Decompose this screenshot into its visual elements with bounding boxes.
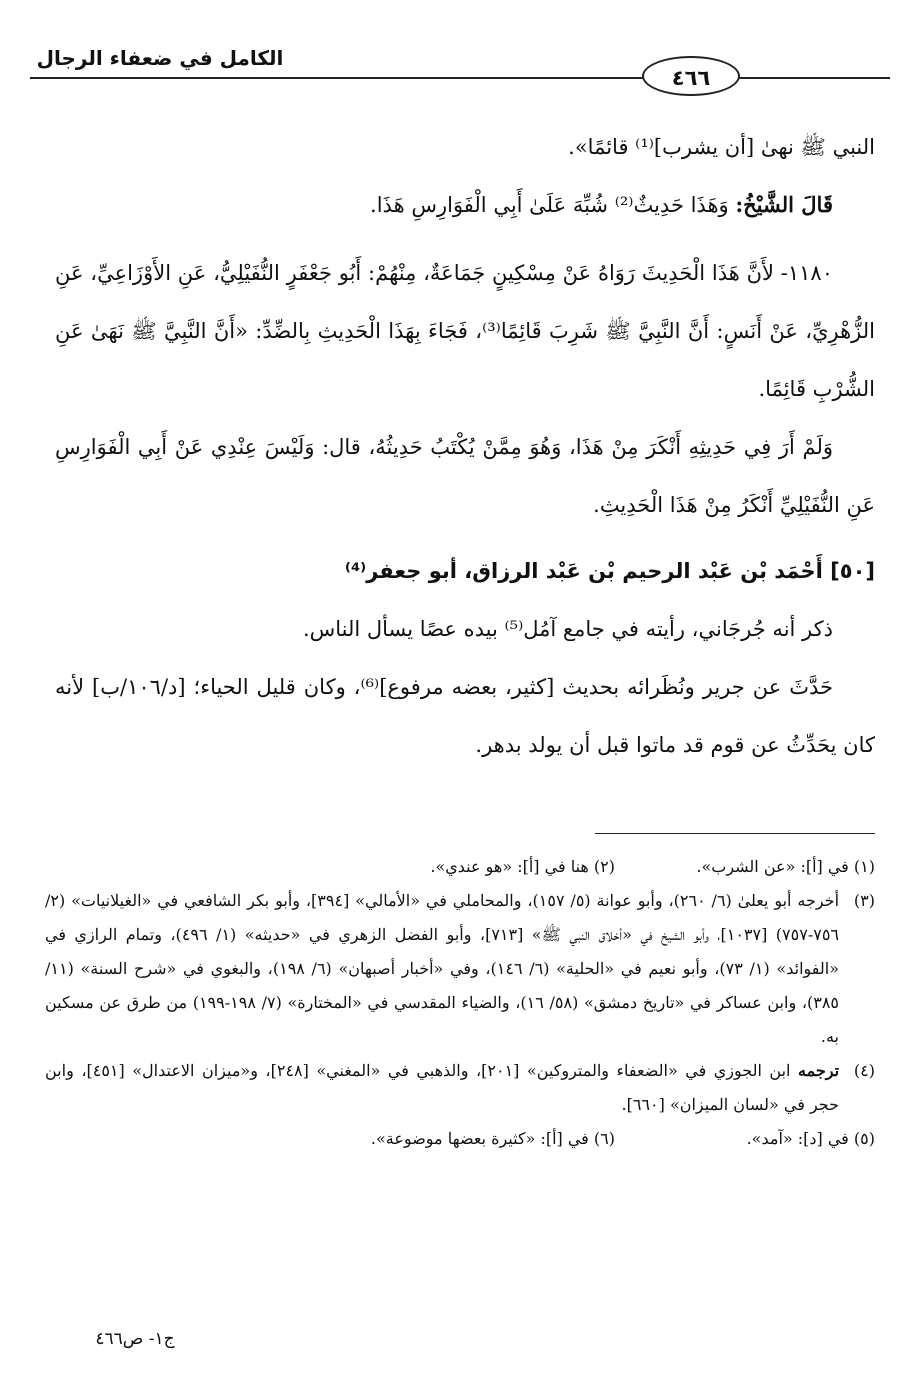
footnote-3 [45,884,875,1054]
paragraph-1: النبي ﷺ نهىٰ [أن يشرب]⁽¹⁾ قائمًا». [568,135,875,159]
shaykh-label: قَالَ الشَّيْخُ: [735,192,833,217]
paragraph-2 [55,176,875,234]
paragraph-5: ذكر أنه جُرجَاني، رأيته في جامع آمُل⁽⁵⁾ بيده عصًا يسأل الناس. [302,617,833,641]
footnote-row-5-6 [45,1122,875,1156]
paragraph-4: وَلَمْ أَرَ فِي حَدِيثِهِ أَنْكَرَ مِنْ هَذَا، وَهُوَ مِمَّنْ يُكْتَبُ حَدِيثُهُ، قال: وَلَيْسَ عِنْدِي عَنْ أَبِي الْفَوَارِسِ عَنِ النُّفَيْلِيِّ أَنْكَرُ مِنْ هَذَا الْحَدِيثِ. [55,435,875,517]
paragraph-6: حَدَّثَ عن جرير ونُظَرائه بحديث [كثير، بعضه مرفوع]⁽⁶⁾، وكان قليل الحياء؛ [د/١٠٦/ب] لأنه كان يحَدِّثُ عن قوم قد ماتوا قبل أن يولد بدهر. [55,675,875,757]
footnote-2: (٢) هنا في [أ]: «هو عندي». [430,857,615,876]
footnote-rule [595,833,875,834]
header-rule [30,77,890,79]
footnote-4-text [45,1054,839,1122]
paragraph-2-text: وَهَذَا حَدِيثٌ⁽²⁾ شُبِّهَ عَلَىٰ أَبِي الْفَوَارِسِ هَذَا. [370,193,729,217]
footnote-6: (٦) في [أ]: «كثيرة بعضها موضوعة». [370,1129,615,1148]
footnote-4-number: (٤) [853,1061,875,1080]
footnote-4-body: ابن الجوزي في «الضعفاء والمتروكين» [٢٠١]، والذهبي في «المغني» [٢٤٨]، و«ميزان الاعتدال» [٤٥١]، وابن حجر في «لسان الميزان» [٦٦٠]. [45,1061,839,1114]
footnotes [45,850,875,1156]
page-number: ٤٦٦ [642,56,740,96]
footnote-row-1-2 [45,850,875,884]
page-reference: ج١- ص٤٦٦ [95,1329,175,1349]
main-text [55,118,875,774]
entry-heading: [٥٠] أَحْمَد بْن عَبْد الرحيم بْن عَبْد الرزاق، أبو جعفر⁽⁴⁾ [344,559,875,583]
footnote-3-number: (٣) [853,891,875,910]
paragraph-hadith-1180: ١١٨٠- لأَنَّ هَذَا الْحَدِيثَ رَوَاهُ عَنْ مِسْكِينٍ جَمَاعَةٌ، مِنْهُمْ: أَبُو جَعْفَرٍ النُّفَيْلِيُّ، عَنِ الأَوْزَاعِيِّ، عَنِ الزُّهْرِيِّ، عَنْ أَنَسٍ: أَنَّ النَّبِيَّ ﷺ شَرِبَ قَائِمًا⁽³⁾، فَجَاءَ بِهَذَا الْحَدِيثِ بِالضِّدِّ: «أَنَّ النَّبِيَّ ﷺ نَهَىٰ عَنِ الشُّرْبِ قَائِمًا. [55,261,875,401]
footnote-5: (٥) في [د]: «آمد». [746,1129,875,1148]
footnote-3-text: أخرجه أبو يعلىٰ (٦/ ٢٦٠)، وأبو عوانة (٥/ ١٥٧)، والمحاملي في «الأمالي» [٣٩٤]، وأبو بكر الشافعي في «الغيلانيات» (٢/ ٧٥٦-٧٥٧) [١٠٣٧]، وأبو الشيخ في «أخلاق النبي ﷺ» [٧١٣]، وأبو الفضل الزهري في «حديثه» (١/ ٤٩٦)، وتمام الرازي في «الفوائد» (١/ ٧٣)، وأبو نعيم في «الحلية» (٦/ ١٤٦)، وفي «أخبار أصبهان» (٦/ ١٩٨)، والبغوي في «شرح السنة» (١١/ ٣٨٥)، وابن عساكر في «تاريخ دمشق» (٥٨/ ١٦)، والضياء المقدسي في «المختارة» (٧/ ١٩٨-١٩٩) من طرق عن مسكين به. [45,891,840,1046]
footnote-1: (١) في [أ]: «عن الشرب». [696,857,875,876]
footnote-4-label: ترجمه [798,1061,840,1080]
footnote-4 [45,1054,875,1122]
book-title: الكامل في ضعفاء الرجال [36,46,284,70]
